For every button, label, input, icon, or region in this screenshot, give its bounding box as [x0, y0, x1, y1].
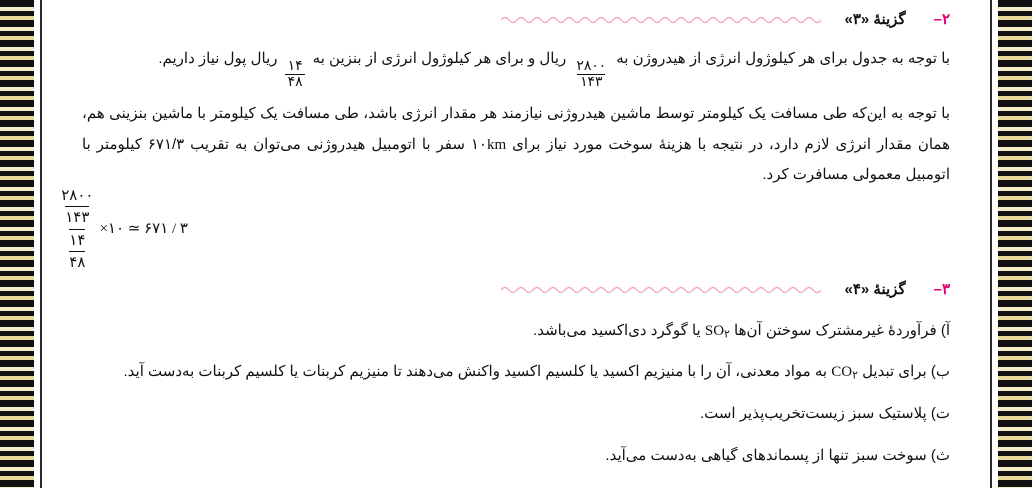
q2p2-distance-value: ۱۰km	[470, 136, 507, 153]
denominator-top-value: ۱۴	[69, 232, 86, 249]
item-b-formula	[831, 364, 858, 380]
question-3-section	[82, 276, 950, 472]
fraction-denominator: ۱۴۳	[577, 74, 605, 90]
page-border-left-rule	[40, 0, 42, 488]
q2p1-text-c: ریال پول نیاز داریم.	[158, 49, 282, 67]
numerator-top-value: ۲۸۰۰	[61, 188, 94, 204]
complex-fraction	[61, 186, 93, 273]
item-b-formula-symbol: CO	[831, 364, 853, 381]
question-3-item-a	[82, 316, 950, 347]
fraction-denominator: ۴۸	[285, 74, 306, 90]
question-2-calculation	[61, 186, 188, 273]
question-2-heading	[82, 6, 950, 35]
item-a-formula-symbol: SO	[704, 322, 725, 339]
fraction-numerator: ۱۴	[287, 58, 303, 74]
page-content	[48, 0, 984, 488]
question-3-item-c: ت) پلاستیک سبز زیست‌تخریب‌پذیر است.	[699, 405, 950, 422]
question-2-number: ۲–	[933, 11, 950, 28]
q2p1-text-b: ریال و برای هر کیلوژول انرژی از بنزین به	[308, 49, 571, 67]
page-border-right-decoration	[998, 0, 1032, 488]
item-a-text-before: آ) فرآوردهٔ غیرمشترک سوختن آن‌ها	[729, 321, 950, 339]
item-b-formula-subscript: ۲	[852, 369, 858, 382]
calculation-result: ×۱۰ ≃ ۶۷۱ / ۳	[99, 221, 188, 238]
question-2-paragraph-2	[82, 99, 950, 191]
question-2-answer-label: گزینهٔ «۳»	[844, 11, 906, 28]
page-border-right-rule	[990, 0, 992, 488]
page-border-left-decoration	[0, 0, 34, 488]
item-b-text-after: به مواد معدنی، آن را با منیزیم اکسید یا کلسیم اکسید واکنش می‌دهند تا منیزیم کربنات یا کلسیم کربنات به‌دست آید.	[123, 363, 832, 381]
q2p2-text-after: سفر با اتومبیل هیدروژنی می‌توان به تقریب ۶۷۱/۳ کیلومتر با اتومبیل معمولی مسافرت کرد.	[82, 135, 950, 184]
q2p2-text-before: با توجه به این‌که طی مسافت یک کیلومتر توسط ماشین هیدروژنی نیازمند هر مقدار انرژی باشد، طی مسافت یک کیلومتر با ماشین بنزینی هم، همان مقدار انرژی لازم دارد، در نتیجه با هزینهٔ سوخت مورد نیاز برای	[82, 104, 950, 153]
squiggle-divider-icon	[82, 284, 821, 296]
q2p1-text-a: با توجه به جدول برای هر کیلوژول انرژی از هیدروژن به	[612, 49, 950, 67]
fraction-gasoline-cost	[285, 59, 306, 90]
question-3-item-d: ث) سوخت سبز تنها از پسماندهای گیاهی به‌دست می‌آید.	[605, 446, 950, 464]
squiggle-divider-icon	[82, 14, 821, 26]
fraction-hydrogen-cost	[573, 59, 609, 90]
question-3-number: ۳–	[933, 281, 950, 298]
numerator-bottom-value: ۱۴۳	[65, 206, 89, 228]
page-border-right-gap	[992, 0, 998, 488]
item-a-formula-subscript: ۲	[724, 328, 730, 341]
denominator-bottom-value: ۴۸	[69, 251, 85, 273]
question-3-item-b	[82, 357, 950, 388]
item-a-formula	[705, 323, 730, 339]
complex-fraction-numerator	[61, 186, 93, 229]
question-3-answer-label: گزینهٔ «۴»	[844, 281, 906, 298]
item-b-text-before: ب) برای تبدیل	[857, 363, 950, 381]
complex-fraction-denominator	[69, 229, 85, 274]
fraction-numerator: ۲۸۰۰	[576, 58, 607, 74]
question-2-paragraph-1	[82, 44, 950, 90]
question-3-heading	[82, 276, 950, 305]
item-a-text-after: یا گوگرد دی‌اکسید می‌باشد.	[533, 321, 705, 339]
